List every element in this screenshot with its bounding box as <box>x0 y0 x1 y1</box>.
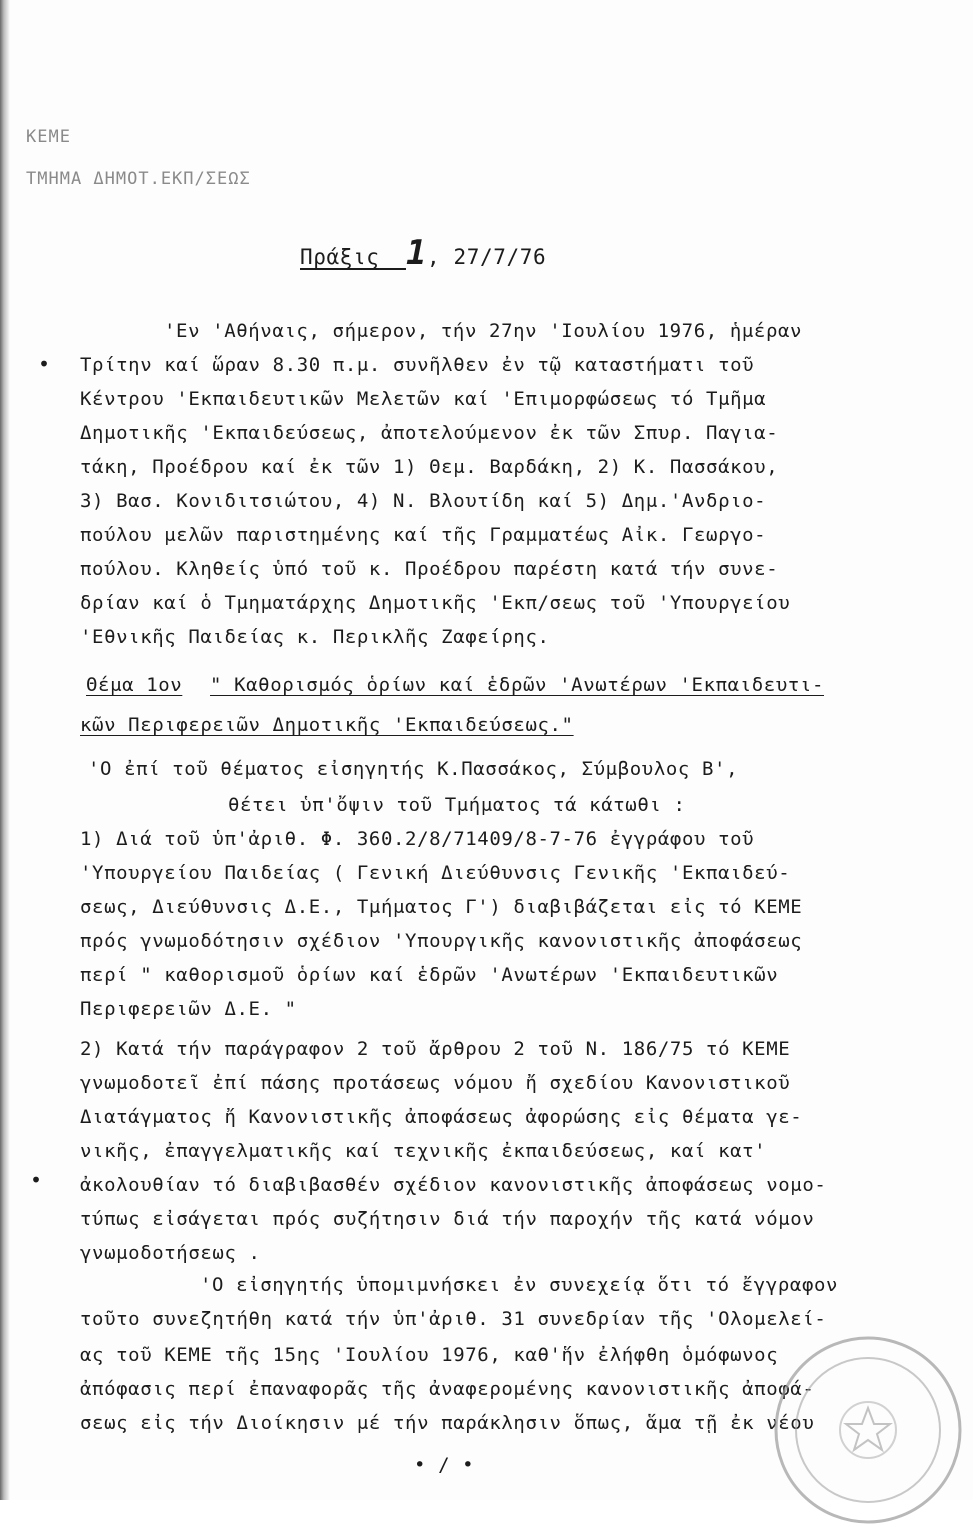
intro-line: Τρίτην καί ὥραν 8.30 π.μ. συνῆλθεν ἐν τῷ καταστήματι τοῦ <box>80 354 755 376</box>
title-number: 1 <box>405 233 428 273</box>
rapporteur-line: θέτει ὑπ'ὄψιν τοῦ Τμήματος τά κάτωθι : <box>228 794 686 816</box>
intro-line: πούλου μελῶν παριστημένης καί τῆς Γραμματέως Αἰκ. Γεωργο- <box>80 524 767 546</box>
point-line: 1) Διά τοῦ ὑπ'ἀριθ. Φ. 360.2/8/71409/8-7-76 ἐγγράφου τοῦ <box>80 828 755 850</box>
point-line: τύπως εἰσάγεται πρός συζήτησιν διά τήν παροχήν τῆς κατά νόμον <box>80 1208 815 1230</box>
point-line: Διατάγματος ἤ Κανονιστικῆς ἀποφάσεως ἀφορώσης εἰς θέματα γε- <box>80 1106 803 1128</box>
closing-line: ἀπόφασις περί ἐπαναφορᾶς τῆς ἀναφερομένης κανονιστικῆς ἀποφά- <box>80 1378 815 1400</box>
intro-line: 'Εθνικῆς Παιδείας κ. Περικλῆς Ζαφείρης. <box>80 626 550 648</box>
margin-dot: • <box>38 352 51 376</box>
intro-line: πούλου. Κληθείς ὑπό τοῦ κ. Προέδρου παρέστη κατά τήν συνε- <box>80 558 779 580</box>
topic-line: " Καθορισμός ὁρίων καί ἑδρῶν 'Ανωτέρων 'Εκπαιδευτι- <box>210 674 824 696</box>
point-line: περί " καθορισμοῦ ὁρίων καί ἑδρῶν 'Ανωτέρων 'Εκπαιδευτικῶν <box>80 964 779 986</box>
page-edge-shadow <box>0 0 10 1500</box>
topic-line: κῶν Περιφερειῶν Δημοτικῆς 'Εκπαιδεύσεως." <box>80 714 574 736</box>
intro-line: 'Εν 'Αθήναις, σήμερον, τήν 27ην 'Ιουλίου 1976, ἡμέραν <box>164 320 803 342</box>
intro-line: Κέντρου 'Εκπαιδευτικῶν Μελετῶν καί 'Επιμορφώσεως τό Τμῆμα <box>80 388 767 410</box>
closing-line: 'Ο εἰσηγητής ὑπομιμνήσκει ἐν συνεχείᾳ ὅτι τό ἔγγραφον <box>200 1274 839 1296</box>
point-line: γνωμοδοτήσεως . <box>80 1242 261 1264</box>
title-date: , 27/7/76 <box>427 245 547 269</box>
closing-line: ας τοῦ ΚΕΜΕ τῆς 15ης 'Ιουλίου 1976, καθ'ἥν ἐλήφθη ὁμόφωνος <box>80 1344 779 1366</box>
closing-line: σεως εἰς τήν Διοίκησιν μέ τήν παράκλησιν ὅπως, ἅμα τῇ ἐκ νέου <box>80 1412 815 1434</box>
official-stamp-icon <box>768 1330 968 1530</box>
point-line: Περιφερειῶν Δ.Ε. " <box>80 998 297 1020</box>
point-line: γνωμοδοτεῖ ἐπί πάσης προτάσεως νόμου ἤ σχεδίου Κανονιστικοῦ <box>80 1072 791 1094</box>
rapporteur-line: 'Ο ἐπί τοῦ θέματος εἰσηγητής Κ.Πασσάκος, Σύμβουλος Β', <box>88 758 739 780</box>
header-dept: ΤΜΗΜΑ ΔΗΜΟΤ.ΕΚΠ/ΣΕΩΣ <box>26 169 251 189</box>
intro-line: 3) Βασ. Κονιδιτσιώτου, 4) Ν. Βλουτίδη καί 5) Δημ.'Ανδριο- <box>80 490 767 512</box>
point-line: ἀκολουθίαν τό διαβιβασθέν σχέδιον κανονιστικῆς ἀποφάσεως νομο- <box>80 1174 827 1196</box>
point-line: 2) Κατά τήν παράγραφον 2 τοῦ ἄρθρου 2 τοῦ Ν. 186/75 τό ΚΕΜΕ <box>80 1038 791 1060</box>
title-label: Πράξις <box>300 245 380 269</box>
point-line: νικῆς, ἐπαγγελματικῆς καί τεχνικῆς ἐκπαιδεύσεως, καί κατ' <box>80 1140 767 1162</box>
document-title <box>300 233 547 273</box>
intro-line: Δημοτικῆς 'Εκπαιδεύσεως, ἀποτελούμενον ἐκ τῶν Σπυρ. Παγια- <box>80 422 779 444</box>
point-line: σεως, Διεύθυνσις Δ.Ε., Τμήματος Γ') διαβιβάζεται εἰς τό ΚΕΜΕ <box>80 896 803 918</box>
topic-label: Θέμα 1ον <box>86 674 183 696</box>
header-org: ΚΕΜΕ <box>26 127 71 147</box>
closing-line: τοῦτο συνεζητήθη κατά τήν ὑπ'ἀριθ. 31 συνεδρίαν τῆς 'Ολομελεί- <box>80 1308 827 1330</box>
point-line: πρός γνωμοδότησιν σχέδιον 'Υπουργικῆς κανονιστικῆς ἀποφάσεως <box>80 930 803 952</box>
point-line: 'Υπουργείου Παιδείας ( Γενική Διεύθυνσις Γενικῆς 'Εκπαιδεύ- <box>80 862 791 884</box>
intro-line: τάκη, Προέδρου καί ἐκ τῶν 1) Θεμ. Βαρδάκη, 2) Κ. Πασσάκου, <box>80 456 779 478</box>
page-continuation-marker: • / • <box>414 1454 475 1476</box>
intro-line: δρίαν καί ὁ Τμηματάρχης Δημοτικῆς 'Εκπ/σεως τοῦ 'Υπουργείου <box>80 592 791 614</box>
margin-dot: • <box>30 1168 43 1192</box>
